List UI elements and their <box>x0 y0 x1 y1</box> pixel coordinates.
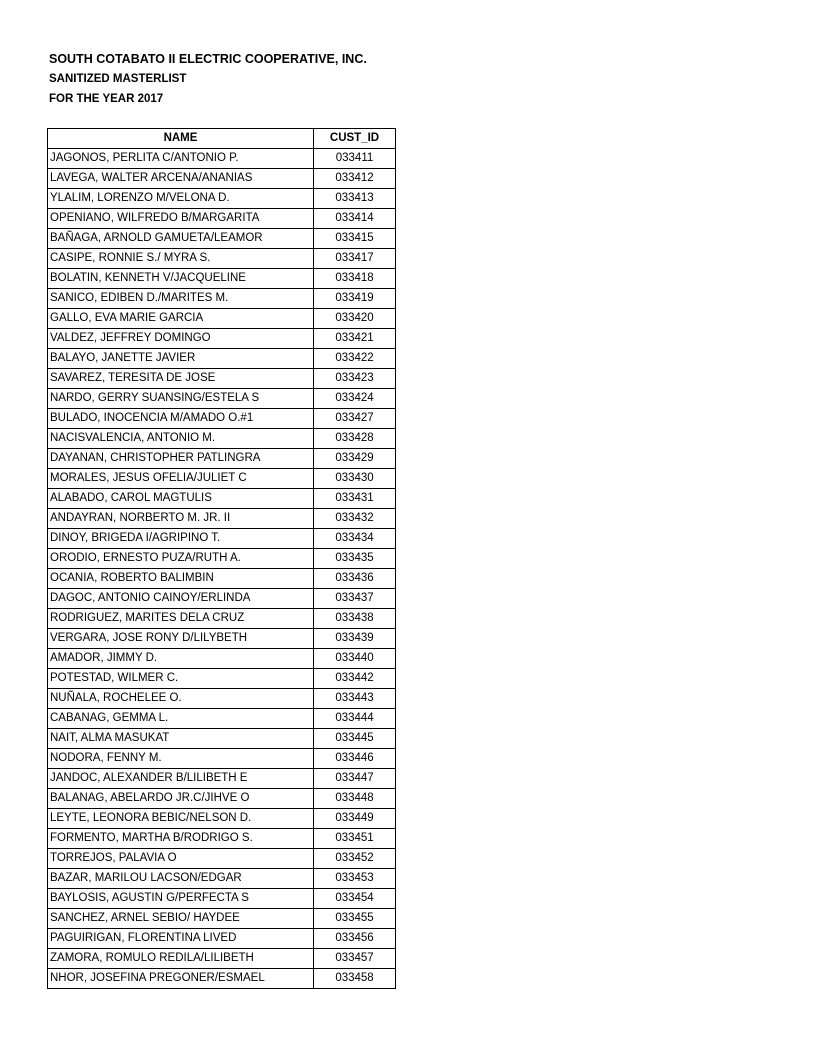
masterlist-table <box>47 128 396 989</box>
customer-name: NARDO, GERRY SUANSING/ESTELA S <box>48 389 314 409</box>
customer-id: 033430 <box>314 469 396 489</box>
table-row <box>48 489 396 509</box>
document-subtitle: SANITIZED MASTERLIST <box>49 73 187 85</box>
table-row <box>48 389 396 409</box>
customer-name: ZAMORA, ROMULO REDILA/LILIBETH <box>48 949 314 969</box>
customer-id: 033431 <box>314 489 396 509</box>
table-row <box>48 769 396 789</box>
customer-name: TORREJOS, PALAVIA O <box>48 849 314 869</box>
customer-name: LEYTE, LEONORA BEBIC/NELSON D. <box>48 809 314 829</box>
table-row <box>48 689 396 709</box>
customer-name: MORALES, JESUS OFELIA/JULIET C <box>48 469 314 489</box>
customer-name: DAYANAN, CHRISTOPHER PATLINGRA <box>48 449 314 469</box>
customer-name: VERGARA, JOSE RONY D/LILYBETH <box>48 629 314 649</box>
customer-id: 033437 <box>314 589 396 609</box>
table-row <box>48 649 396 669</box>
customer-name: JAGONOS, PERLITA C/ANTONIO P. <box>48 149 314 169</box>
customer-name: BAYLOSIS, AGUSTIN G/PERFECTA S <box>48 889 314 909</box>
table-row <box>48 929 396 949</box>
customer-id: 033415 <box>314 229 396 249</box>
table-header-row <box>48 129 396 149</box>
customer-name: BALANAG, ABELARDO JR.C/JIHVE O <box>48 789 314 809</box>
customer-name: VALDEZ, JEFFREY DOMINGO <box>48 329 314 349</box>
customer-name: PAGUIRIGAN, FLORENTINA LIVED <box>48 929 314 949</box>
table-row <box>48 269 396 289</box>
customer-id: 033434 <box>314 529 396 549</box>
table-row <box>48 309 396 329</box>
table-row <box>48 589 396 609</box>
customer-name: GALLO, EVA MARIE GARCIA <box>48 309 314 329</box>
customer-id: 033432 <box>314 509 396 529</box>
customer-id: 033421 <box>314 329 396 349</box>
document-year: FOR THE YEAR 2017 <box>49 93 164 105</box>
table-row <box>48 629 396 649</box>
customer-name: OPENIANO, WILFREDO B/MARGARITA <box>48 209 314 229</box>
table-row <box>48 829 396 849</box>
customer-id: 033443 <box>314 689 396 709</box>
customer-name: BAZAR, MARILOU LACSON/EDGAR <box>48 869 314 889</box>
customer-id: 033454 <box>314 889 396 909</box>
customer-id: 033424 <box>314 389 396 409</box>
customer-name: ANDAYRAN, NORBERTO M. JR. II <box>48 509 314 529</box>
customer-id: 033414 <box>314 209 396 229</box>
customer-id: 033427 <box>314 409 396 429</box>
table-row <box>48 209 396 229</box>
customer-name: NACISVALENCIA, ANTONIO M. <box>48 429 314 449</box>
customer-id: 033452 <box>314 849 396 869</box>
customer-id: 033429 <box>314 449 396 469</box>
table-row <box>48 189 396 209</box>
customer-name: BAÑAGA, ARNOLD GAMUETA/LEAMOR <box>48 229 314 249</box>
table-row <box>48 329 396 349</box>
table-row <box>48 469 396 489</box>
table-row <box>48 449 396 469</box>
customer-id: 033451 <box>314 829 396 849</box>
table-row <box>48 749 396 769</box>
customer-id: 033456 <box>314 929 396 949</box>
customer-name: CASIPE, RONNIE S./ MYRA S. <box>48 249 314 269</box>
table-row <box>48 549 396 569</box>
table-row <box>48 849 396 869</box>
customer-id: 033439 <box>314 629 396 649</box>
column-header-cust-id: CUST_ID <box>314 129 396 149</box>
customer-id: 033418 <box>314 269 396 289</box>
table-row <box>48 529 396 549</box>
customer-name: AMADOR, JIMMY D. <box>48 649 314 669</box>
customer-id: 033438 <box>314 609 396 629</box>
table-row <box>48 909 396 929</box>
table-row <box>48 609 396 629</box>
customer-name: SANCHEZ, ARNEL SEBIO/ HAYDEE <box>48 909 314 929</box>
customer-name: BOLATIN, KENNETH V/JACQUELINE <box>48 269 314 289</box>
table-row <box>48 709 396 729</box>
customer-id: 033428 <box>314 429 396 449</box>
table-row <box>48 869 396 889</box>
table-row <box>48 889 396 909</box>
customer-id: 033417 <box>314 249 396 269</box>
column-header-name: NAME <box>48 129 314 149</box>
organization-title: SOUTH COTABATO II ELECTRIC COOPERATIVE, INC. <box>49 52 367 66</box>
customer-name: CABANAG, GEMMA L. <box>48 709 314 729</box>
customer-id: 033448 <box>314 789 396 809</box>
customer-name: YLALIM, LORENZO M/VELONA D. <box>48 189 314 209</box>
customer-id: 033458 <box>314 969 396 989</box>
customer-id: 033413 <box>314 189 396 209</box>
customer-id: 033447 <box>314 769 396 789</box>
customer-name: POTESTAD, WILMER C. <box>48 669 314 689</box>
customer-id: 033411 <box>314 149 396 169</box>
customer-id: 033444 <box>314 709 396 729</box>
table-row <box>48 349 396 369</box>
table-row <box>48 669 396 689</box>
table-row <box>48 789 396 809</box>
customer-name: SAVAREZ, TERESITA DE JOSE <box>48 369 314 389</box>
customer-id: 033457 <box>314 949 396 969</box>
table-row <box>48 249 396 269</box>
customer-name: NAIT, ALMA MASUKAT <box>48 729 314 749</box>
customer-name: LAVEGA, WALTER ARCENA/ANANIAS <box>48 169 314 189</box>
customer-name: NUÑALA, ROCHELEE O. <box>48 689 314 709</box>
customer-id: 033423 <box>314 369 396 389</box>
customer-name: OCANIA, ROBERTO BALIMBIN <box>48 569 314 589</box>
customer-id: 033449 <box>314 809 396 829</box>
customer-name: ALABADO, CAROL MAGTULIS <box>48 489 314 509</box>
customer-id: 033446 <box>314 749 396 769</box>
table-row <box>48 509 396 529</box>
customer-id: 033412 <box>314 169 396 189</box>
customer-id: 033422 <box>314 349 396 369</box>
customer-id: 033445 <box>314 729 396 749</box>
table-row <box>48 149 396 169</box>
customer-name: ORODIO, ERNESTO PUZA/RUTH A. <box>48 549 314 569</box>
customer-id: 033440 <box>314 649 396 669</box>
customer-name: FORMENTO, MARTHA B/RODRIGO S. <box>48 829 314 849</box>
customer-id: 033453 <box>314 869 396 889</box>
customer-id: 033420 <box>314 309 396 329</box>
customer-name: NHOR, JOSEFINA PREGONER/ESMAEL <box>48 969 314 989</box>
table-row <box>48 809 396 829</box>
table-row <box>48 229 396 249</box>
customer-id: 033419 <box>314 289 396 309</box>
customer-name: BALAYO, JANETTE JAVIER <box>48 349 314 369</box>
table-row <box>48 429 396 449</box>
table-row <box>48 729 396 749</box>
customer-name: DAGOC, ANTONIO CAINOY/ERLINDA <box>48 589 314 609</box>
customer-id: 033436 <box>314 569 396 589</box>
customer-id: 033435 <box>314 549 396 569</box>
table-row <box>48 569 396 589</box>
customer-id: 033455 <box>314 909 396 929</box>
table-row <box>48 369 396 389</box>
customer-name: JANDOC, ALEXANDER B/LILIBETH E <box>48 769 314 789</box>
customer-name: BULADO, INOCENCIA M/AMADO O.#1 <box>48 409 314 429</box>
customer-name: DINOY, BRIGEDA I/AGRIPINO T. <box>48 529 314 549</box>
table-row <box>48 949 396 969</box>
table-row <box>48 969 396 989</box>
customer-name: RODRIGUEZ, MARITES DELA CRUZ <box>48 609 314 629</box>
table-row <box>48 289 396 309</box>
customer-name: SANICO, EDIBEN D./MARITES M. <box>48 289 314 309</box>
table-row <box>48 409 396 429</box>
document-header <box>49 50 367 110</box>
customer-id: 033442 <box>314 669 396 689</box>
table-row <box>48 169 396 189</box>
customer-name: NODORA, FENNY M. <box>48 749 314 769</box>
